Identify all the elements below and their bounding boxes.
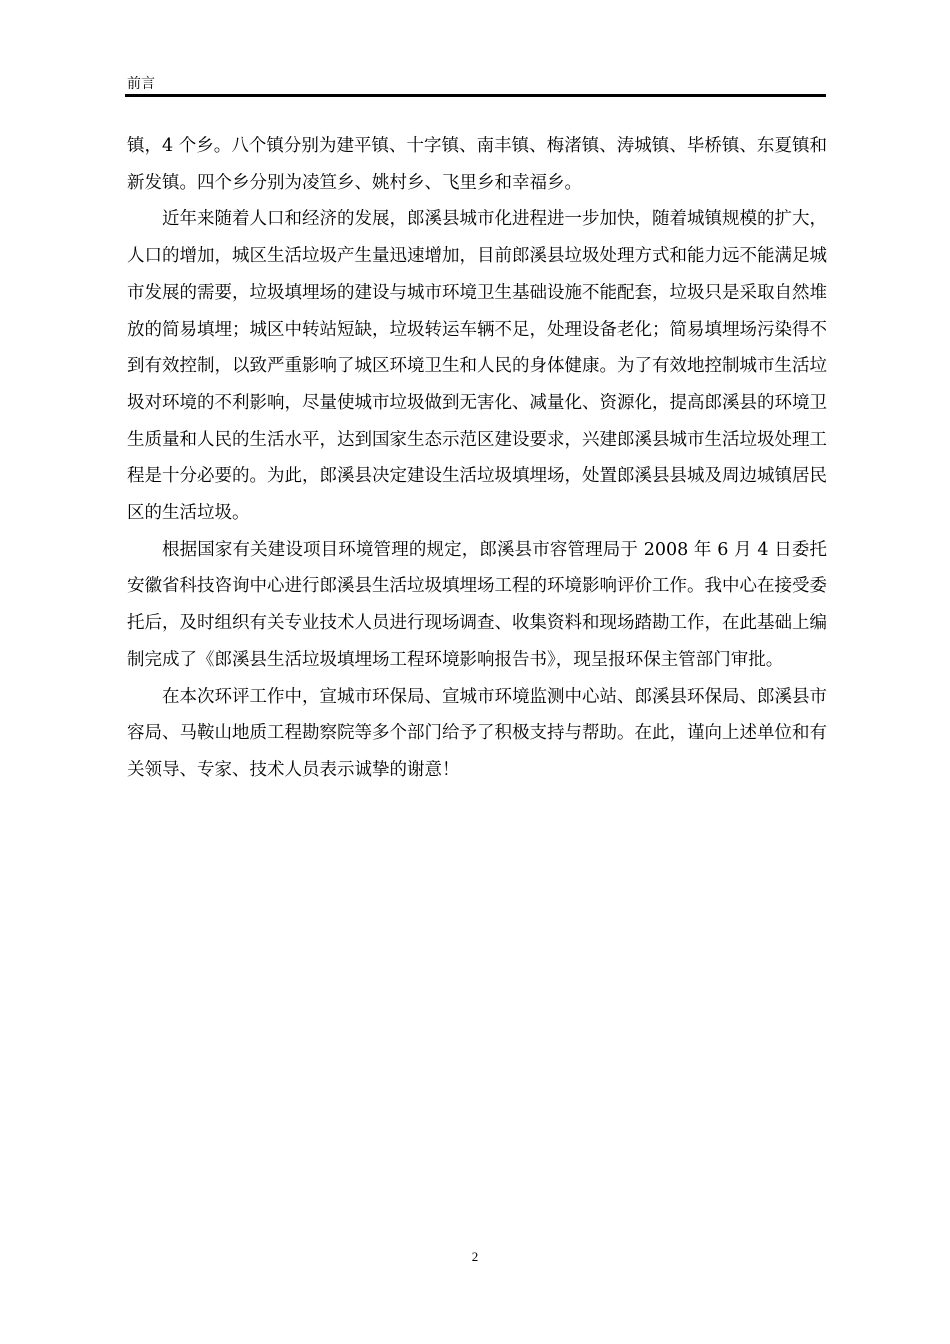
document-body: [127, 128, 827, 789]
paragraph-towns-continued: 镇，4 个乡。八个镇分别为建平镇、十字镇、南丰镇、梅渚镇、涛城镇、毕桥镇、东夏镇和新发镇。四个乡分别为凌笪乡、姚村乡、飞里乡和幸福乡。: [127, 136, 827, 193]
page-number: 2: [471, 1249, 479, 1264]
page-header-title: 前言: [127, 76, 155, 92]
paragraph-background: 近年来随着人口和经济的发展，郎溪县城市化进程进一步加快，随着城镇规模的扩大，人口的增加，城区生活垃圾产生量迅速增加，目前郎溪县垃圾处理方式和能力远不能满足城市发展的需要，垃圾填埋场的建设与城市环境卫生基础设施不能配套，垃圾只是采取自然堆放的简易填埋；城区中转站短缺，垃圾转运车辆不足，处理设备老化；简易填埋场污染得不到有效控制，以致严重影响了城区环境卫生和人民的身体健康。为了有效地控制城市生活垃圾对环境的不利影响，尽量使城市垃圾做到无害化、减量化、资源化，提高郎溪县的环境卫生质量和人民的生活水平，达到国家生态示范区建设要求，兴建郎溪县城市生活垃圾处理工程是十分必要的。为此，郎溪县决定建设生活垃圾填埋场，处置郎溪县县城及周边城镇居民区的生活垃圾。: [127, 209, 827, 524]
header-divider: [125, 94, 826, 97]
paragraph-acknowledgement: 在本次环评工作中，宣城市环保局、宣城市环境监测中心站、郎溪县环保局、郎溪县市容局、马鞍山地质工程勘察院等多个部门给予了积极支持与帮助。在此，谨向上述单位和有关领导、专家、技术人员表示诚挚的谢意！: [127, 686, 827, 780]
paragraph-commission: 根据国家有关建设项目环境管理的规定，郎溪县市容管理局于 2008 年 6 月 4 日委托安徽省科技咨询中心进行郎溪县生活垃圾填埋场工程的环境影响评价工作。我中心在接受委托后，及时组织有关专业技术人员进行现场调查、收集资料和现场踏勘工作，在此基础上编制完成了《郎溪县生活垃圾填埋场工程环境影响报告书》，现呈报环保主管部门审批。: [127, 539, 827, 670]
